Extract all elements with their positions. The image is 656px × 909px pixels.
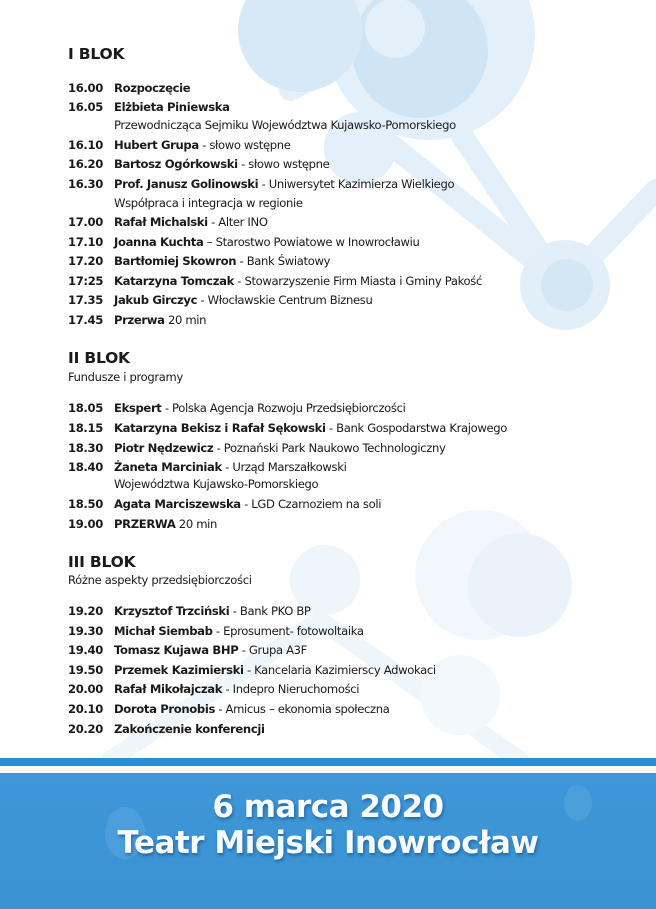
agenda-item xyxy=(68,459,346,475)
agenda-item xyxy=(68,292,372,308)
item-desc: - Grupa A3F xyxy=(238,643,307,657)
item-name: Krzysztof Trzciński xyxy=(114,604,230,618)
agenda-item xyxy=(68,176,454,192)
item-desc: 20 min xyxy=(164,313,207,327)
event-venue: Teatr Miejski Inowrocław xyxy=(117,825,539,861)
item-name: Michał Siembab xyxy=(114,624,213,638)
item-time: 19.50 xyxy=(68,663,103,677)
item-name: Elżbieta Piniewska xyxy=(114,100,230,114)
item-name: Bartosz Ogórkowski xyxy=(114,157,238,171)
item-time: 17.45 xyxy=(68,313,103,327)
item-desc: - Polska Agencja Rozwoju Przedsiębiorczości xyxy=(161,401,406,415)
item-desc: - słowo wstępne xyxy=(237,157,330,171)
item-time: 20.00 xyxy=(68,682,103,696)
agenda-item xyxy=(68,496,381,512)
agenda-item xyxy=(68,603,311,619)
item-time: 18.15 xyxy=(68,421,103,435)
item-time: 17:25 xyxy=(68,274,104,288)
agenda-item xyxy=(68,623,364,639)
item-desc: Przewodnicząca Sejmiku Województwa Kujawsko-Pomorskiego xyxy=(114,118,456,132)
item-name: Dorota Pronobis xyxy=(114,702,215,716)
item-time: 20.20 xyxy=(68,722,103,736)
item-name: Ekspert xyxy=(114,401,162,415)
agenda-item xyxy=(68,642,307,658)
agenda-item xyxy=(68,681,359,697)
agenda-item xyxy=(68,400,406,416)
agenda-item xyxy=(68,273,482,289)
item-desc: - Eprosument- fotowoltaika xyxy=(212,624,364,638)
agenda-item xyxy=(68,253,330,269)
event-banner xyxy=(0,773,656,909)
item-name: PRZERWA xyxy=(114,517,176,531)
item-time: 16.00 xyxy=(68,81,103,95)
agenda-item xyxy=(68,137,291,153)
item-desc: - Urząd Marszałkowski xyxy=(221,460,347,474)
agenda-item xyxy=(68,156,329,172)
banner-stripe-dark xyxy=(0,758,656,766)
item-desc: 20 min xyxy=(175,517,218,531)
agenda-item xyxy=(68,440,446,456)
agenda-item xyxy=(68,312,206,328)
item-desc: - Bank Gospodarstwa Krajowego xyxy=(325,421,508,435)
item-desc: - Uniwersytet Kazimierza Wielkiego xyxy=(258,177,455,191)
item-name: Hubert Grupa xyxy=(114,138,199,152)
item-time: 19.20 xyxy=(68,604,103,618)
agenda-item xyxy=(68,701,390,717)
item-time: 18.30 xyxy=(68,441,103,455)
item-time: 16.30 xyxy=(68,177,103,191)
item-name: Tomasz Kujawa BHP xyxy=(114,643,239,657)
block-2-subtitle: Fundusze i programy xyxy=(68,370,183,384)
agenda-item xyxy=(68,99,230,115)
item-time: 19.00 xyxy=(68,517,103,531)
item-name: Rozpoczęcie xyxy=(114,81,191,95)
block-1-title: I BLOK xyxy=(68,45,125,63)
banner-stripe-light xyxy=(0,766,656,773)
agenda-item xyxy=(68,420,507,436)
agenda-item xyxy=(68,721,265,737)
item-time: 16.20 xyxy=(68,157,103,171)
item-desc: - Bank Światowy xyxy=(236,254,331,268)
item-name: Bartłomiej Skowron xyxy=(114,254,237,268)
item-name: Katarzyna Bekisz i Rafał Sękowski xyxy=(114,421,326,435)
item-name: Jakub Girczyc xyxy=(114,293,198,307)
item-time: 18.40 xyxy=(68,460,103,474)
item-name: Joanna Kuchta xyxy=(114,235,204,249)
item-name: Rafał Mikołajczak xyxy=(114,682,223,696)
item-desc: - Alter INO xyxy=(207,215,268,229)
item-name: Agata Marciszewska xyxy=(114,497,241,511)
agenda-item xyxy=(68,516,217,532)
item-desc: Województwa Kujawsko-Pomorskiego xyxy=(114,477,319,491)
item-time: 17.10 xyxy=(68,235,103,249)
item-desc: - Indepro Nieruchomości xyxy=(222,682,360,696)
item-time: 19.40 xyxy=(68,643,103,657)
item-name: Rafał Michalski xyxy=(114,215,208,229)
item-desc: - Włocławskie Centrum Biznesu xyxy=(197,293,373,307)
item-name: Piotr Nędzewicz xyxy=(114,441,214,455)
block-3-subtitle: Różne aspekty przedsiębiorczości xyxy=(68,573,252,587)
item-time: 17.20 xyxy=(68,254,103,268)
item-desc: - Stowarzyszenie Firm Miasta i Gminy Pakość xyxy=(233,274,483,288)
block-2-title: II BLOK xyxy=(68,349,130,367)
item-time: 16.05 xyxy=(68,100,103,114)
item-time: 19.30 xyxy=(68,624,103,638)
event-date: 6 marca 2020 xyxy=(212,789,444,825)
item-desc: - Bank PKO BP xyxy=(229,604,311,618)
item-desc: - Kancelaria Kazimierscy Adwokaci xyxy=(243,663,436,677)
item-name: Przemek Kazimierski xyxy=(114,663,244,677)
item-desc: Współpraca i integracja w regionie xyxy=(114,196,303,210)
item-time: 20.10 xyxy=(68,702,103,716)
block-3-title: III BLOK xyxy=(68,553,136,571)
item-desc: – Starostwo Powiatowe w Inowrocławiu xyxy=(203,235,420,249)
agenda-item xyxy=(68,214,268,230)
item-time: 18.05 xyxy=(68,401,103,415)
item-name: Zakończenie konferencji xyxy=(114,722,265,736)
item-desc: - Amicus – ekonomia społeczna xyxy=(215,702,390,716)
item-time: 17.00 xyxy=(68,215,103,229)
item-name: Żaneta Marciniak xyxy=(114,460,222,474)
item-desc: - LGD Czarnoziem na soli xyxy=(240,497,382,511)
item-desc: - słowo wstępne xyxy=(198,138,291,152)
item-time: 18.50 xyxy=(68,497,103,511)
agenda-item xyxy=(68,80,190,96)
item-name: Katarzyna Tomczak xyxy=(114,274,234,288)
item-name: Prof. Janusz Golinowski xyxy=(114,177,259,191)
agenda-item xyxy=(68,234,420,250)
agenda-item xyxy=(68,662,436,678)
item-time: 16.10 xyxy=(68,138,103,152)
item-time: 17.35 xyxy=(68,293,103,307)
item-desc: - Poznański Park Naukowo Technologiczny xyxy=(213,441,446,455)
item-name: Przerwa xyxy=(114,313,165,327)
